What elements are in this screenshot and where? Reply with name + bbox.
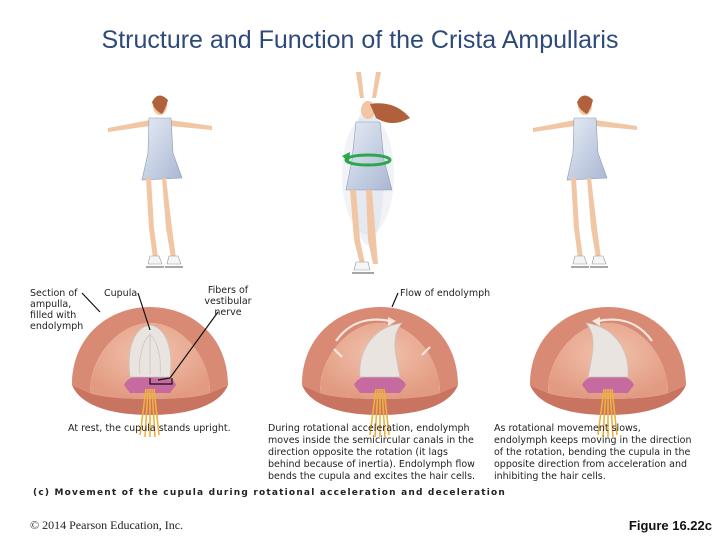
label-cupula: Cupula: [104, 288, 138, 299]
ampulla-cross-section-deceleration: [530, 307, 686, 437]
copyright-notice: © 2014 Pearson Education, Inc.: [30, 518, 184, 532]
skater-figure-decel: [533, 95, 637, 267]
caption-deceleration: As rotational movement slows, endolymph keeps moving in the direction of the rotation, bending the cupula in the opposite direction from acceleration and inhibiting the hair cells.: [494, 423, 692, 482]
label-ampulla-section: Section of ampulla, filled with endolymph: [30, 288, 84, 332]
page-title: Structure and Function of the Crista Ampullaris: [101, 26, 619, 54]
skater-figure-spinning: [342, 72, 410, 273]
label-vestibular-nerve-fibers: Fibers of vestibular nerve: [204, 285, 252, 318]
figure-reference: Figure 16.22c: [628, 518, 712, 533]
skater-figure-rest: [108, 95, 212, 267]
figure-subcaption: (c) Movement of the cupula during rotational acceleration and deceleration: [33, 488, 506, 498]
caption-rest: At rest, the cupula stands upright.: [68, 423, 231, 434]
label-endolymph-flow: Flow of endolymph: [400, 288, 491, 299]
ampulla-cross-section-rest: [72, 307, 228, 437]
ampulla-cross-section-acceleration: [302, 307, 458, 437]
caption-acceleration: During rotational acceleration, endolymph moves inside the semicircular canals in the direction opposite the rotation (it lags behind because of inertia). Endolymph flow bends the cupula and excites the hair cells.: [268, 423, 476, 482]
